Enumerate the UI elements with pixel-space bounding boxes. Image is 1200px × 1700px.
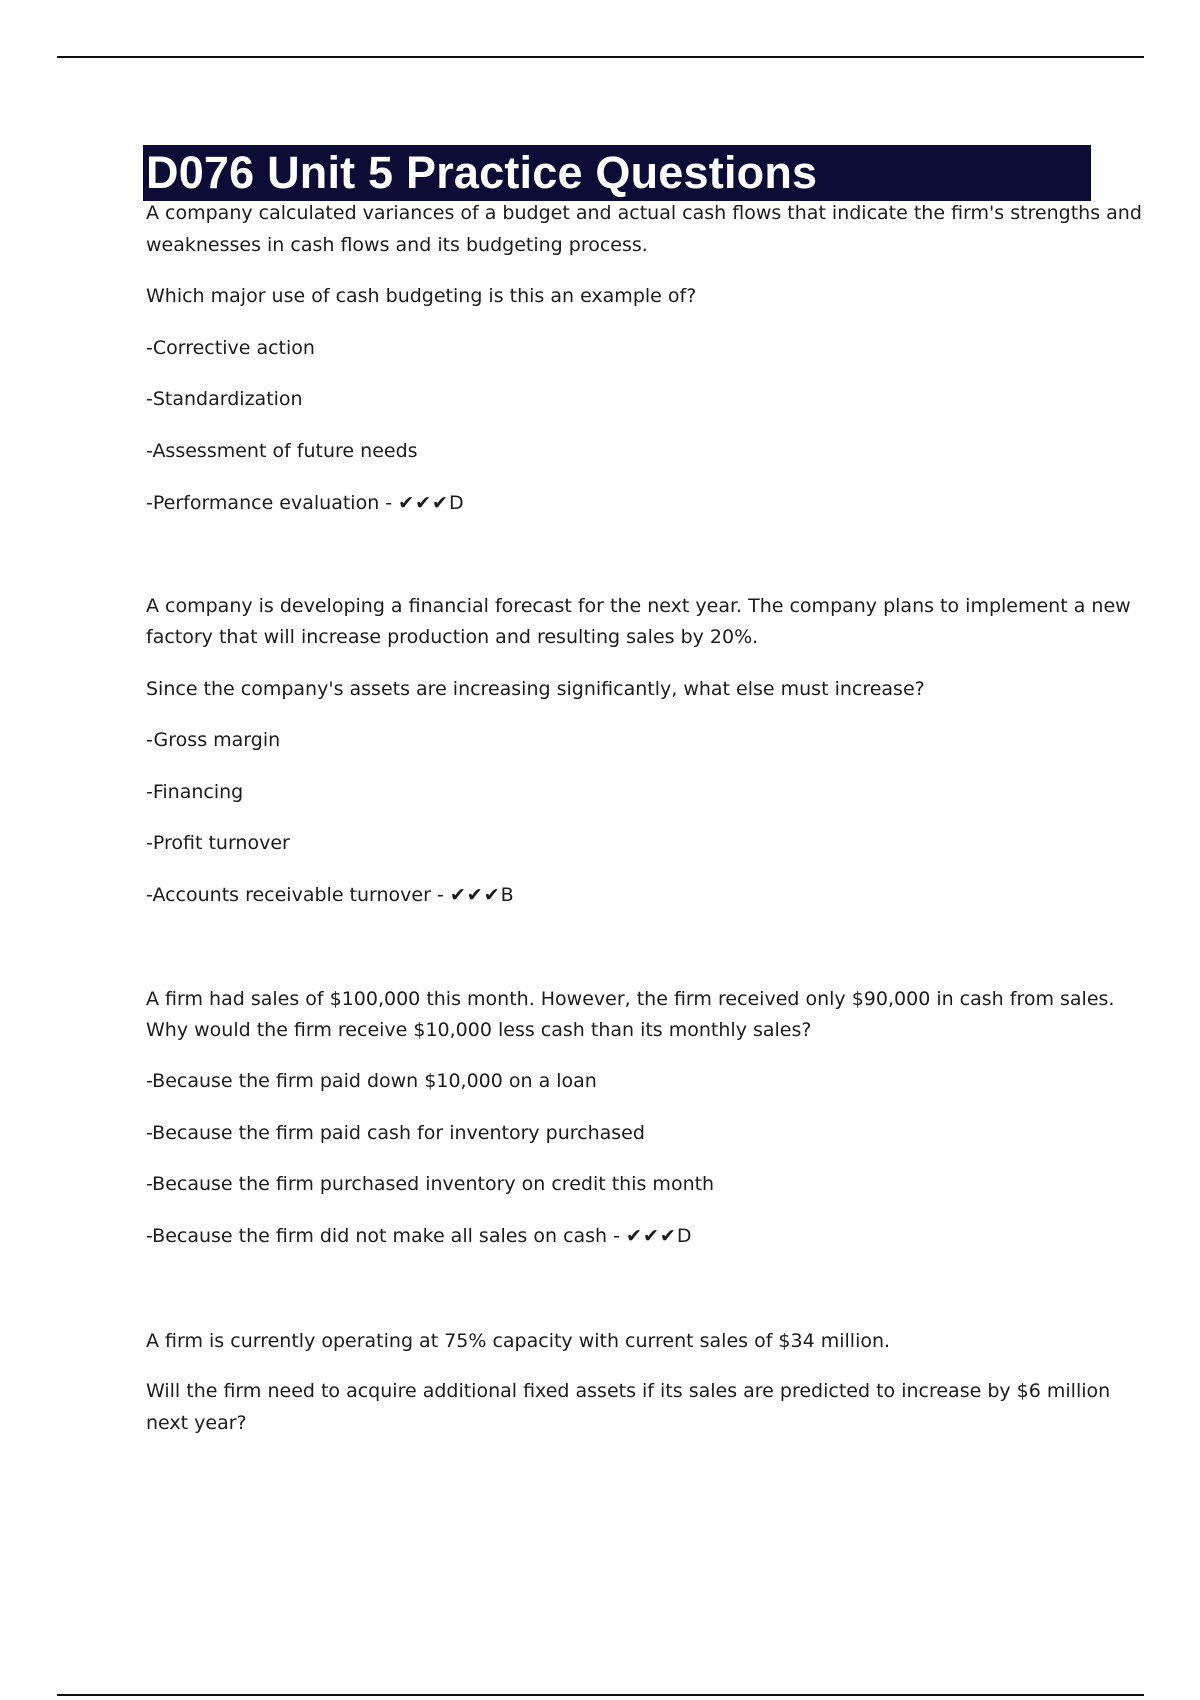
question-1-check-marks: ✔✔✔ xyxy=(398,492,449,514)
question-2-option-d xyxy=(146,879,514,911)
question-3-answer: D xyxy=(676,1225,692,1247)
question-3-stem-line-1: A firm had sales of $100,000 this month. However, the firm received only $90,000 in cash from sales. xyxy=(146,988,1115,1010)
question-1-option-a: -Corrective action xyxy=(146,337,315,359)
page-title: D076 Unit 5 Practice Questions xyxy=(146,147,818,198)
question-3-check-marks: ✔✔✔ xyxy=(626,1225,677,1247)
question-2-option-a: -Gross margin xyxy=(146,729,281,751)
question-2-option-d-label: -Accounts receivable turnover - xyxy=(146,884,450,906)
question-2-prompt: Since the company's assets are increasing significantly, what else must increase? xyxy=(146,678,925,700)
question-2-stem-line-2: factory that will increase production and resulting sales by 20%. xyxy=(146,626,759,648)
question-1-stem-line-1: A company calculated variances of a budget and actual cash flows that indicate the firm's strengths and xyxy=(146,202,1142,224)
header-rule xyxy=(57,56,1144,58)
question-4-stem-line-1: A firm is currently operating at 75% capacity with current sales of $34 million. xyxy=(146,1330,891,1352)
question-2-option-b: -Financing xyxy=(146,781,244,803)
question-3-option-b: -Because the firm paid cash for inventory purchased xyxy=(146,1122,645,1144)
question-4-prompt-line-1: Will the firm need to acquire additional fixed assets if its sales are predicted to increase by $6 million xyxy=(146,1380,1111,1402)
question-1-option-d-label: -Performance evaluation - xyxy=(146,492,399,514)
question-2-stem-line-1: A company is developing a financial forecast for the next year. The company plans to implement a new xyxy=(146,595,1131,617)
question-3-option-c: -Because the firm purchased inventory on credit this month xyxy=(146,1173,715,1195)
question-3-option-d xyxy=(146,1220,691,1252)
question-2-option-c: -Profit turnover xyxy=(146,832,290,854)
footer-rule xyxy=(57,1694,1144,1696)
question-1-option-d xyxy=(146,487,464,519)
question-4-prompt-line-2: next year? xyxy=(146,1412,247,1434)
question-1-answer: D xyxy=(448,492,464,514)
question-1-option-b: -Standardization xyxy=(146,388,303,410)
question-2-answer: B xyxy=(500,884,514,906)
question-1-option-c: -Assessment of future needs xyxy=(146,440,418,462)
question-2-check-marks: ✔✔✔ xyxy=(449,884,501,906)
question-1-prompt: Which major use of cash budgeting is this an example of? xyxy=(146,285,697,307)
question-1-stem-line-2: weaknesses in cash flows and its budgeting process. xyxy=(146,234,648,256)
question-3-option-a: -Because the firm paid down $10,000 on a loan xyxy=(146,1070,597,1092)
question-3-option-d-label: -Because the firm did not make all sales on cash - xyxy=(146,1225,627,1247)
question-3-stem-line-2: Why would the firm receive $10,000 less cash than its monthly sales? xyxy=(146,1019,812,1041)
